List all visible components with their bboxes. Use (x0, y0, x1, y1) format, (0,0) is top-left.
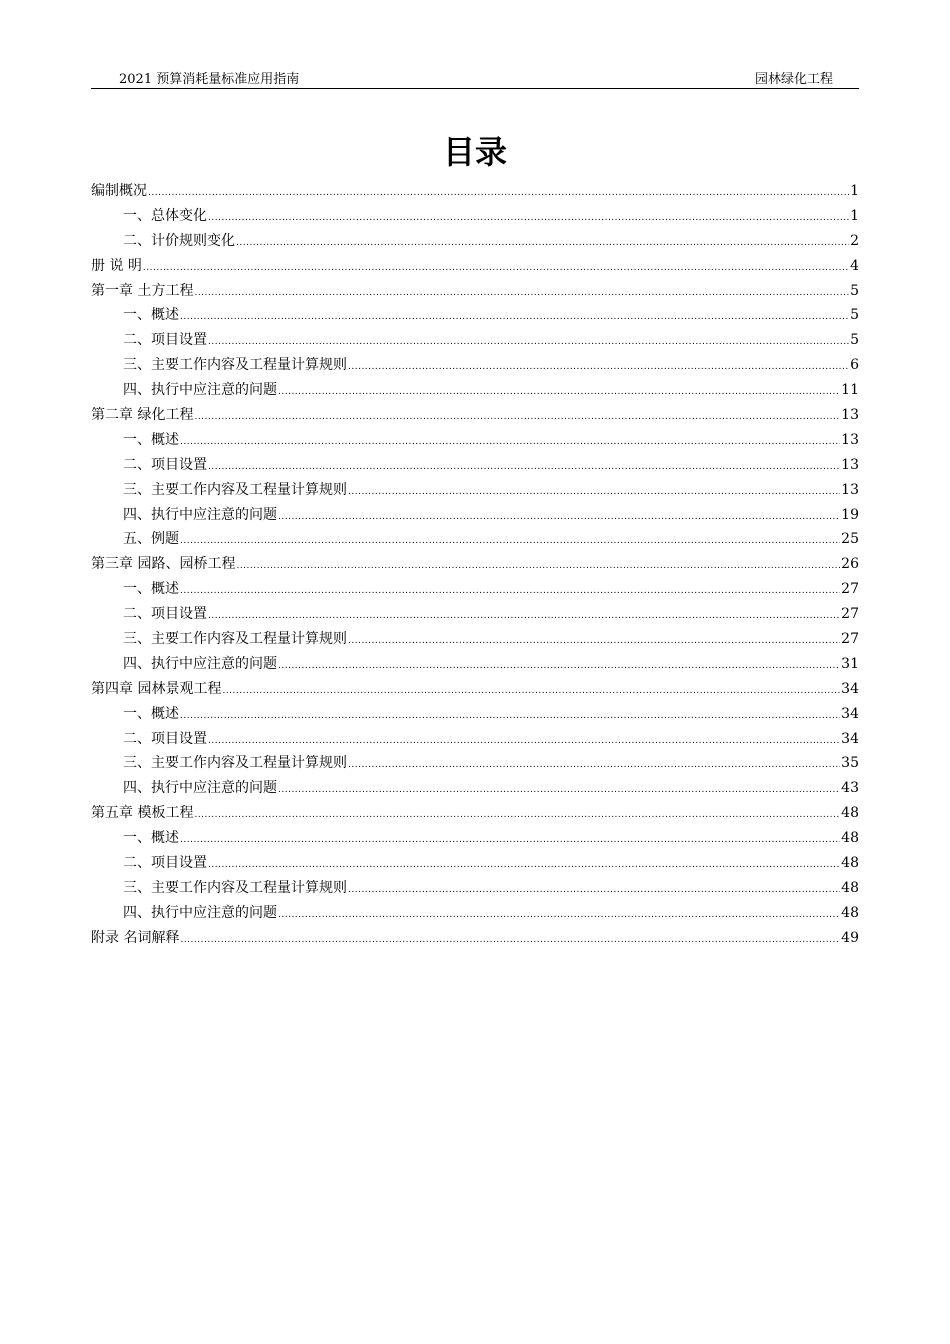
toc-chapter-entry[interactable] (91, 403, 859, 428)
toc-page-number: 1 (850, 207, 859, 224)
toc-entry-label: 四、执行中应注意的问题 (123, 506, 277, 523)
toc-page-number: 5 (850, 332, 859, 349)
toc-section-entry[interactable] (91, 353, 859, 378)
toc-page-number: 27 (841, 606, 859, 623)
toc-entry-label: 一、概述 (123, 705, 179, 722)
toc-section-entry[interactable] (91, 428, 859, 453)
toc-dot-leader (180, 579, 840, 604)
toc-dot-leader (348, 753, 840, 778)
toc-entry-label: 一、总体变化 (123, 207, 207, 224)
toc-entry-label: 二、计价规则变化 (123, 232, 235, 249)
toc-page-number: 34 (841, 705, 859, 722)
toc-entry-label: 一、概述 (123, 581, 179, 598)
toc-entry-label: 第三章 园路、园桥工程 (91, 556, 236, 573)
toc-entry-label: 一、概述 (123, 307, 179, 324)
toc-dot-leader (236, 231, 849, 256)
toc-entry-label: 二、项目设置 (123, 606, 207, 623)
toc-dot-leader (208, 455, 840, 480)
toc-page-number: 34 (841, 730, 859, 747)
toc-page-number: 48 (841, 830, 859, 847)
toc-page-number: 25 (841, 531, 859, 548)
toc-page-number: 27 (841, 631, 859, 648)
toc-entry-label: 一、概述 (123, 830, 179, 847)
toc-entry-label: 第四章 园林景观工程 (91, 680, 222, 697)
toc-dot-leader (278, 654, 840, 679)
toc-section-entry[interactable] (91, 876, 859, 901)
toc-entry-label: 编制概况 (91, 183, 147, 199)
toc-chapter-entry[interactable] (91, 254, 859, 279)
toc-dot-leader (348, 878, 840, 903)
header-right-text: 园林绿化工程 (754, 72, 833, 87)
toc-dot-leader (180, 529, 840, 554)
toc-entry-label: 五、例题 (123, 531, 179, 548)
toc-entry-label: 三、主要工作内容及工程量计算规则 (123, 357, 347, 374)
toc-page-number: 13 (841, 481, 859, 498)
toc-dot-leader (348, 355, 849, 380)
toc-dot-leader (180, 828, 840, 853)
table-of-contents (91, 179, 859, 951)
toc-page-number: 13 (841, 407, 859, 424)
toc-section-entry[interactable] (91, 577, 859, 602)
toc-page-number: 5 (850, 282, 859, 299)
toc-entry-label: 二、项目设置 (123, 855, 207, 872)
header-left-text: 2021 预算消耗量标准应用指南 (119, 72, 300, 87)
toc-dot-leader (278, 903, 840, 928)
toc-page-number: 6 (850, 357, 859, 374)
toc-dot-leader (194, 803, 840, 828)
toc-dot-leader (180, 430, 840, 455)
toc-dot-leader (208, 729, 840, 754)
toc-section-entry[interactable] (91, 378, 859, 403)
toc-entry-label: 三、主要工作内容及工程量计算规则 (123, 755, 347, 772)
toc-page-number: 34 (841, 680, 859, 697)
toc-entry-label: 四、执行中应注意的问题 (123, 382, 277, 399)
toc-entry-label: 第五章 模板工程 (91, 805, 194, 822)
toc-dot-leader (278, 505, 840, 530)
toc-entry-label: 三、主要工作内容及工程量计算规则 (123, 879, 347, 896)
toc-section-entry[interactable] (91, 602, 859, 627)
page-title: 目录 (442, 133, 507, 171)
toc-entry-label: 三、主要工作内容及工程量计算规则 (123, 631, 347, 648)
toc-entry-label: 二、项目设置 (123, 332, 207, 349)
toc-entry-label: 一、概述 (123, 431, 179, 448)
toc-page-number: 43 (841, 780, 859, 797)
toc-dot-leader (194, 281, 849, 306)
toc-entry-label: 第一章 土方工程 (91, 282, 194, 299)
toc-page-number: 48 (841, 805, 859, 822)
toc-section-entry[interactable] (91, 702, 859, 727)
toc-page-number: 48 (841, 879, 859, 896)
toc-entry-label: 四、执行中应注意的问题 (123, 780, 277, 797)
toc-page-number: 26 (841, 556, 859, 573)
toc-entry-label: 二、项目设置 (123, 730, 207, 747)
toc-page-number: 49 (841, 929, 859, 946)
toc-dot-leader (208, 604, 840, 629)
toc-page-number: 48 (841, 855, 859, 872)
toc-chapter-entry[interactable] (91, 179, 859, 204)
toc-section-entry[interactable] (91, 652, 859, 677)
toc-page-number: 1 (850, 183, 859, 199)
toc-page-number: 27 (841, 581, 859, 598)
toc-page-number: 4 (850, 257, 859, 274)
toc-page-number: 35 (841, 755, 859, 772)
toc-dot-leader (348, 480, 840, 505)
toc-section-entry[interactable] (91, 229, 859, 254)
toc-page-number: 13 (841, 456, 859, 473)
toc-dot-leader (143, 256, 849, 281)
toc-entry-label: 三、主要工作内容及工程量计算规则 (123, 481, 347, 498)
toc-entry-label: 附录 名词解释 (91, 929, 180, 946)
toc-entry-label: 册 说 明 (91, 257, 142, 274)
toc-dot-leader (278, 380, 840, 405)
toc-section-entry[interactable] (91, 303, 859, 328)
toc-section-entry[interactable] (91, 478, 859, 503)
toc-section-entry[interactable] (91, 527, 859, 552)
toc-entry-label: 四、执行中应注意的问题 (123, 904, 277, 921)
toc-section-entry[interactable] (91, 328, 859, 353)
toc-page-number: 48 (841, 904, 859, 921)
toc-section-entry[interactable] (91, 751, 859, 776)
toc-dot-leader (180, 704, 840, 729)
toc-section-entry[interactable] (91, 826, 859, 851)
toc-section-entry[interactable] (91, 204, 859, 229)
toc-dot-leader (278, 778, 840, 803)
toc-dot-leader (208, 330, 849, 355)
toc-dot-leader (180, 928, 840, 953)
toc-page-number: 13 (841, 431, 859, 448)
toc-dot-leader (236, 554, 840, 579)
toc-section-entry[interactable] (91, 503, 859, 528)
toc-section-entry[interactable] (91, 851, 859, 876)
toc-chapter-entry[interactable] (91, 926, 859, 951)
toc-dot-leader (180, 305, 849, 330)
toc-section-entry[interactable] (91, 776, 859, 801)
toc-page-number: 5 (850, 307, 859, 324)
toc-chapter-entry[interactable] (91, 801, 859, 826)
toc-page-number: 2 (850, 232, 859, 249)
toc-chapter-entry[interactable] (91, 677, 859, 702)
toc-section-entry[interactable] (91, 901, 859, 926)
toc-entry-label: 四、执行中应注意的问题 (123, 655, 277, 672)
toc-dot-leader (148, 181, 849, 206)
toc-chapter-entry[interactable] (91, 279, 859, 304)
toc-dot-leader (222, 679, 840, 704)
toc-section-entry[interactable] (91, 727, 859, 752)
toc-chapter-entry[interactable] (91, 552, 859, 577)
toc-dot-leader (208, 206, 849, 231)
toc-page-number: 31 (841, 655, 859, 672)
toc-entry-label: 第二章 绿化工程 (91, 407, 194, 424)
toc-dot-leader (194, 405, 840, 430)
page-header (91, 64, 859, 89)
toc-dot-leader (348, 629, 840, 654)
toc-page-number: 11 (841, 382, 859, 399)
toc-entry-label: 二、项目设置 (123, 456, 207, 473)
toc-section-entry[interactable] (91, 627, 859, 652)
toc-dot-leader (208, 853, 840, 878)
toc-page-number: 19 (841, 506, 859, 523)
toc-section-entry[interactable] (91, 453, 859, 478)
